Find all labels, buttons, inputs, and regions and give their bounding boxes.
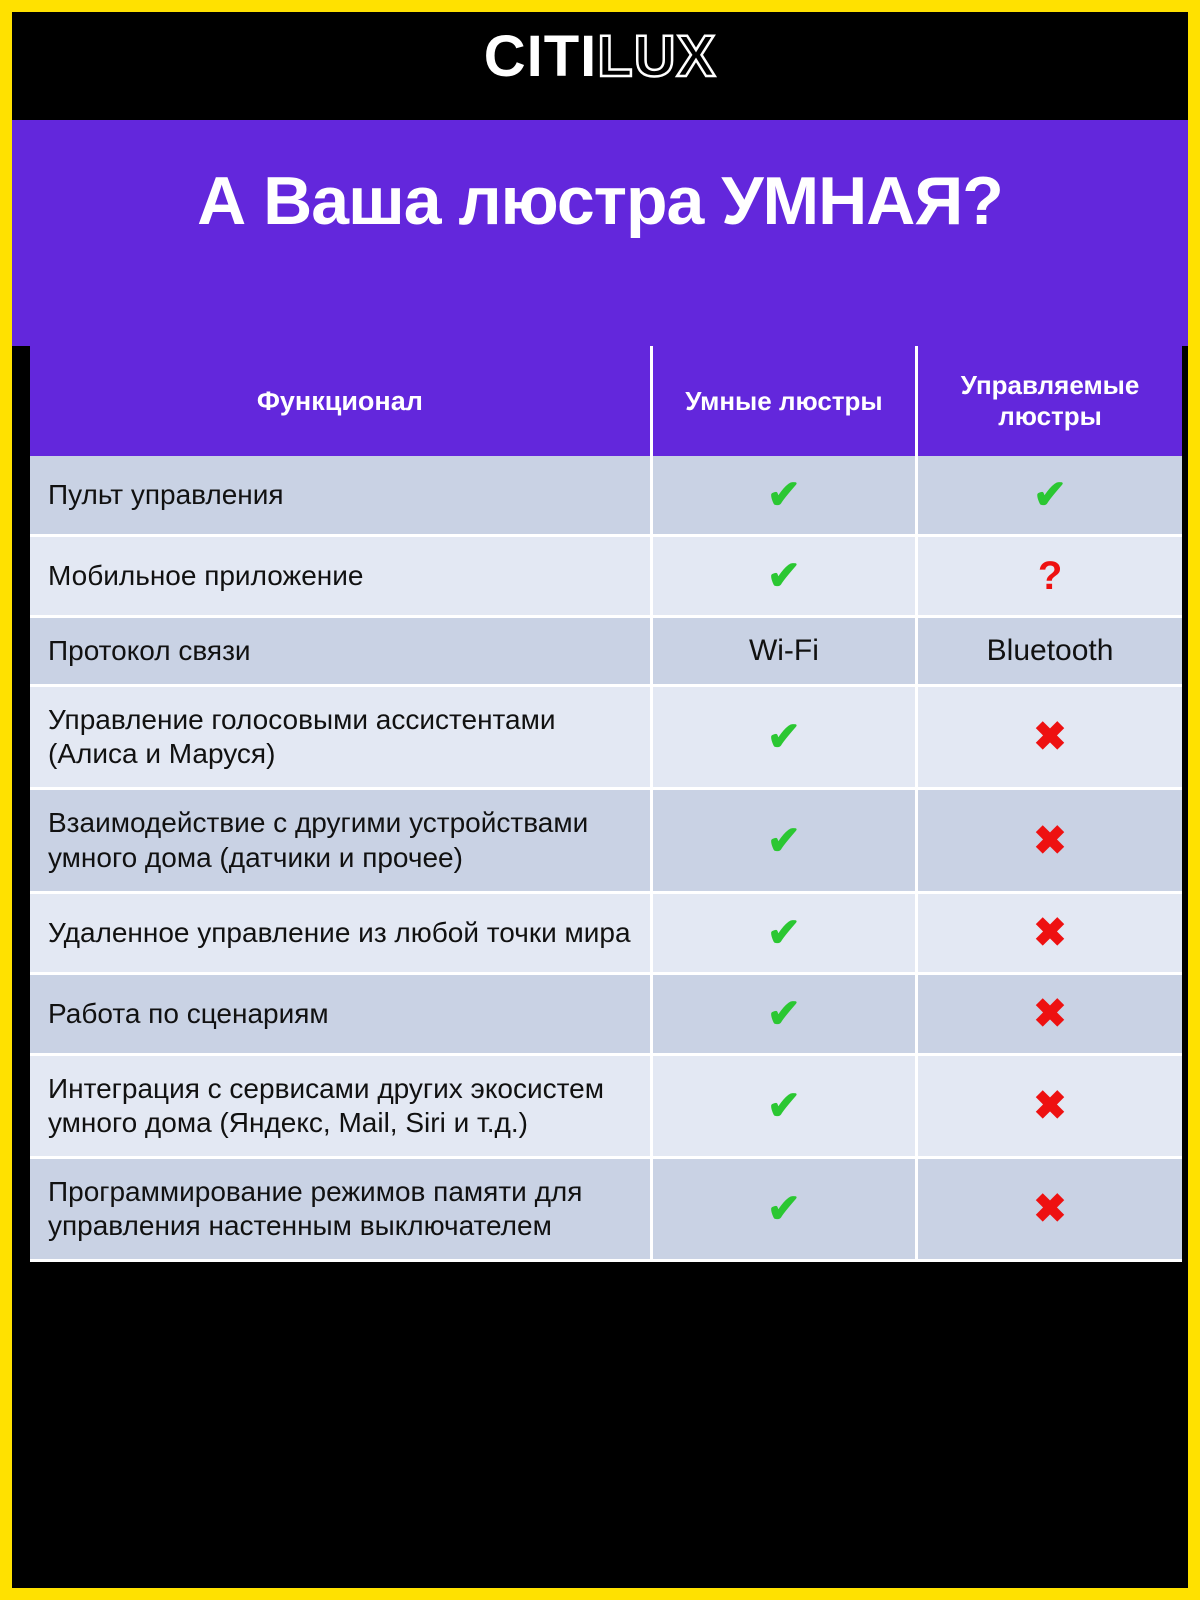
table-row [30,617,1182,686]
brand-logo-secondary: LUX [597,24,717,89]
managed-cell [917,892,1182,973]
table-row [30,686,1182,789]
value-text: Wi-Fi [748,634,819,668]
managed-cell [917,973,1182,1054]
managed-cell [917,617,1182,686]
managed-cell [917,1158,1182,1261]
column-header-feature: Функционал [30,346,651,456]
column-header-managed: Управляемые люстры [917,346,1182,456]
smart-cell [651,973,916,1054]
feature-label: Управление голосовыми ассистентами (Алиса и Маруся) [30,686,651,789]
brand-logo [483,24,717,89]
feature-label: Протокол связи [30,617,651,686]
smart-cell [651,892,916,973]
brand-logo-primary: CITI [483,24,598,89]
feature-label: Взаимодействие с другими устройствами умного дома (датчики и прочее) [30,789,651,892]
smart-cell [651,456,916,536]
cross-icon: ✖ [1033,715,1067,760]
table-body [30,456,1182,1261]
smart-cell [651,686,916,789]
smart-cell [651,617,916,686]
cross-icon: ✖ [1033,818,1067,863]
check-icon: ✔ [767,910,801,955]
table-row [30,1158,1182,1261]
check-icon: ✔ [767,818,801,863]
cross-icon: ✖ [1033,1187,1067,1232]
feature-label: Работа по сценариям [30,973,651,1054]
value-text: Bluetooth [986,634,1114,668]
cross-icon: ✖ [1033,991,1067,1036]
table-row [30,536,1182,617]
table-header-row [30,346,1182,456]
check-icon: ✔ [767,1187,801,1232]
table-row [30,892,1182,973]
smart-cell [651,1158,916,1261]
check-icon: ✔ [767,715,801,760]
feature-label: Интеграция с сервисами других экосистем умного дома (Яндекс, Mail, Siri и т.д.) [30,1054,651,1157]
column-header-smart: Умные люстры [651,346,916,456]
managed-cell [917,536,1182,617]
managed-cell [917,456,1182,536]
check-icon: ✔ [767,1083,801,1128]
page-title: А Ваша люстра УМНАЯ? [197,163,1003,239]
feature-label: Удаленное управление из любой точки мира [30,892,651,973]
cross-icon: ✖ [1033,910,1067,955]
table-header [30,346,1182,456]
check-icon: ✔ [767,473,801,517]
managed-cell [917,686,1182,789]
feature-label: Пульт управления [30,456,651,536]
smart-cell [651,789,916,892]
managed-cell [917,789,1182,892]
table-row [30,456,1182,536]
question-icon: ? [1037,553,1063,598]
smart-cell [651,1054,916,1157]
table-row [30,1054,1182,1157]
feature-label: Мобильное приложение [30,536,651,617]
feature-label: Программирование режимов памяти для управления настенным выключателем [30,1158,651,1261]
managed-cell [917,1054,1182,1157]
check-icon: ✔ [767,991,801,1036]
table-row [30,973,1182,1054]
check-icon: ✔ [1033,473,1067,517]
cross-icon: ✖ [1033,1083,1067,1128]
poster-inner [12,12,1188,1588]
check-icon: ✔ [767,554,801,598]
smart-cell [651,536,916,617]
table-row [30,789,1182,892]
comparison-table [30,346,1182,1262]
logo-bar [12,12,1188,120]
